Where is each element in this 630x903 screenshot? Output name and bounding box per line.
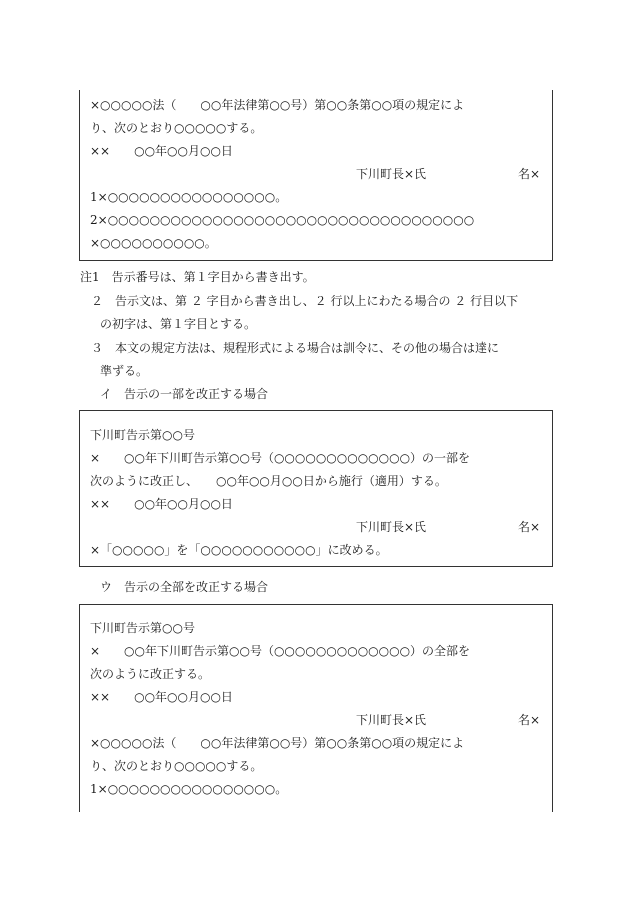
item-line: 1×○○○○○○○○○○○○○○○○。 xyxy=(90,190,288,204)
note-line: の初字は、第１字目とする。 xyxy=(100,317,257,331)
date-line: ×× ○○年○○月○○日 xyxy=(90,497,233,511)
body-line: 次のように改正し、 ○○年○○月○○日から施行（適用）する。 xyxy=(90,474,447,488)
section-heading: ウ 告示の全部を改正する場合 xyxy=(100,580,269,594)
body-line: り、次のとおり○○○○○する。 xyxy=(90,121,263,135)
notice-number: 下川町告示第○○号 xyxy=(90,621,195,635)
body-line: 次のように改正する。 xyxy=(90,667,211,681)
item-line: ×○○○○○○○○○○。 xyxy=(90,236,217,250)
signer-name: 名× xyxy=(518,713,541,727)
note-line: ２ 告示文は、第 ２ 字目から書き出し、２ 行以上にわたる場合の ２ 行目以下 xyxy=(91,294,519,308)
section-heading: イ 告示の一部を改正する場合 xyxy=(100,387,269,401)
date-line: ×× ○○年○○月○○日 xyxy=(90,144,233,158)
item-line: 1×○○○○○○○○○○○○○○○○。 xyxy=(90,782,288,796)
signer-title: 下川町長×氏 xyxy=(356,713,427,727)
item-line: 2×○○○○○○○○○○○○○○○○○○○○○○○○○○○○○○○○○○○ xyxy=(90,213,475,227)
body-line: × ○○年下川町告示第○○号（○○○○○○○○○○○○○）の全部を xyxy=(90,644,471,658)
signer-name: 名× xyxy=(518,520,541,534)
body-line: × ○○年下川町告示第○○号（○○○○○○○○○○○○○）の一部を xyxy=(90,451,471,465)
note-line: 注1 告示番号は、第１字目から書き出す。 xyxy=(80,270,315,284)
body-line: ×「○○○○○」を「○○○○○○○○○○○」に改める。 xyxy=(90,543,388,557)
date-line: ×× ○○年○○月○○日 xyxy=(90,690,233,704)
note-line: 準ずる。 xyxy=(100,364,149,378)
body-line: ×○○○○○法（ ○○年法律第○○号）第○○条第○○項の規定によ xyxy=(90,98,465,112)
body-line: り、次のとおり○○○○○する。 xyxy=(90,759,263,773)
note-line: ３ 本文の規定方法は、規程形式による場合は訓令に、その他の場合は達に xyxy=(91,341,500,355)
signer-name: 名× xyxy=(518,167,541,181)
notice-number: 下川町告示第○○号 xyxy=(90,428,195,442)
body-line: ×○○○○○法（ ○○年法律第○○号）第○○条第○○項の規定によ xyxy=(90,736,465,750)
signer-title: 下川町長×氏 xyxy=(356,167,427,181)
signer-title: 下川町長×氏 xyxy=(356,520,427,534)
